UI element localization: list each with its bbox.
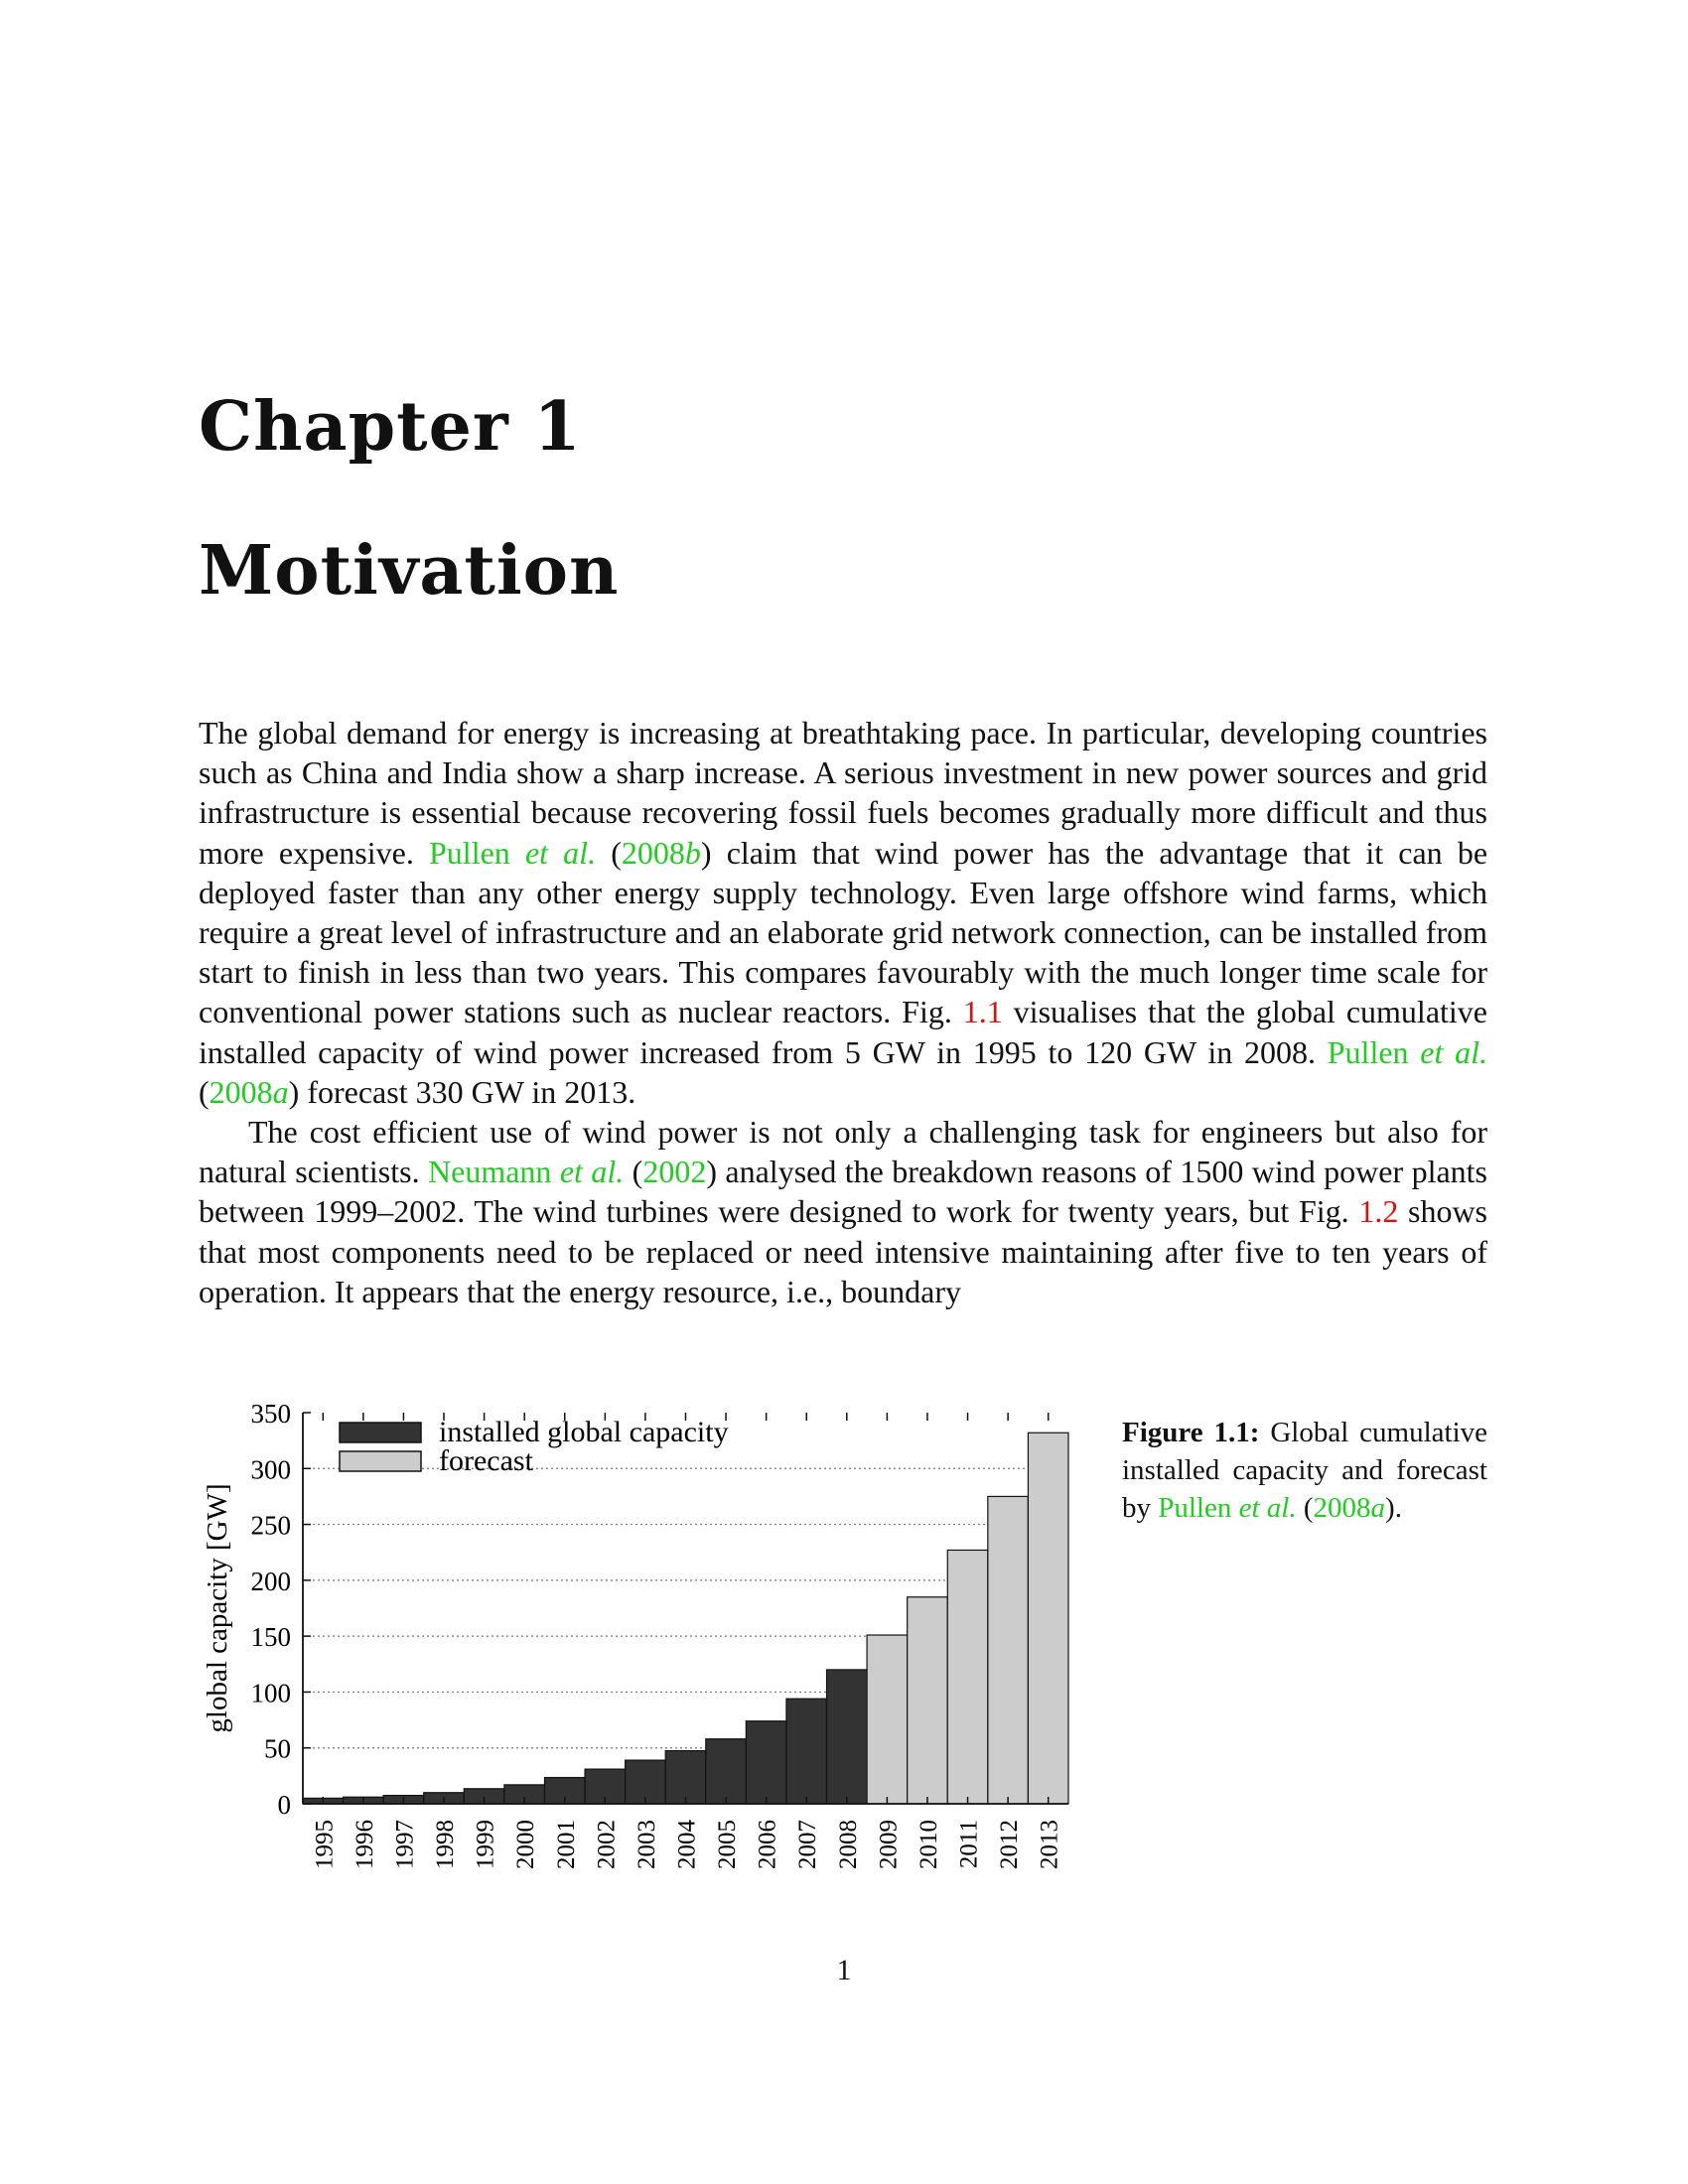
citation-link[interactable]: a — [272, 1073, 289, 1110]
y-tick-label: 100 — [250, 1678, 291, 1708]
text-run: ( — [624, 1154, 643, 1190]
x-tick-label: 2011 — [955, 1820, 983, 1869]
text-run: ) analysed the breakdown reasons of 1500 wind power plants between 1999–2002. The wind turbines were designed to work for twenty years, but Fig. — [199, 1154, 1488, 1230]
citation-link[interactable]: Pullen — [429, 834, 525, 871]
citation-link[interactable]: et al. — [524, 834, 597, 871]
text-run: ( — [596, 834, 622, 871]
x-tick-label: 2008 — [834, 1820, 862, 1869]
figure-ref-link[interactable]: 1.1 — [962, 994, 1003, 1030]
y-tick-label: 0 — [277, 1790, 291, 1820]
installed-bar-2007 — [786, 1699, 827, 1804]
y-tick-label: 350 — [250, 1399, 291, 1429]
forecast-bar-2013 — [1028, 1433, 1068, 1804]
x-tick-label: 2013 — [1036, 1820, 1063, 1869]
forecast-bar-2011 — [947, 1550, 988, 1804]
text-run: visualises that the global cumulative installed capacity of wind power increased from 5 GW in 1995 to 120 GW in 2008. — [199, 994, 1488, 1070]
installed-bar-2004 — [665, 1751, 706, 1804]
text-run: The cost efficient use of wind power is not only a challenging task for engineers but also for natural scientists. — [199, 1114, 1487, 1190]
text-run: ) claim that wind power has the advantage that it can be deployed faster than any other energy supply technology. Even large offshore wind farms, which require a great level of infrastructure and an elaborate grid network connection, can be installed from start to finish in less than two years. This compares favourably with the much longer time scale for conventional power stations such as nuclear reactors. Fig. — [199, 834, 1488, 1030]
caption-cite-suffix[interactable]: a — [1370, 1492, 1386, 1524]
x-tick-label: 2003 — [633, 1820, 660, 1869]
y-tick-label: 250 — [250, 1510, 291, 1541]
x-tick-label: 1996 — [351, 1820, 378, 1869]
text-run: ) forecast 330 GW in 2013. — [288, 1073, 636, 1110]
citation-link[interactable]: 2002 — [642, 1154, 707, 1190]
y-tick-label: 200 — [250, 1566, 291, 1596]
citation-link[interactable]: b — [684, 834, 701, 871]
forecast-bar-2009 — [867, 1635, 908, 1804]
caption-close: ). — [1385, 1492, 1402, 1524]
legend-label-installed: installed global capacity — [439, 1416, 729, 1448]
installed-bar-2005 — [706, 1739, 747, 1804]
y-axis-label: global capacity [GW] — [202, 1483, 233, 1733]
forecast-bar-2010 — [908, 1597, 948, 1804]
x-tick-label: 1997 — [391, 1820, 419, 1869]
x-tick-label: 2002 — [593, 1820, 621, 1869]
x-tick-label: 2009 — [875, 1820, 903, 1869]
x-tick-label: 1998 — [432, 1820, 460, 1869]
citation-link[interactable]: Pullen — [1327, 1033, 1421, 1070]
chapter-title: Motivation — [199, 531, 620, 611]
page-number: 1 — [836, 1954, 852, 1986]
text-run: ( — [199, 1073, 210, 1110]
caption-text: Global cumulative installed capacity and forecast by — [1122, 1417, 1488, 1524]
y-tick-label: 300 — [250, 1454, 291, 1485]
citation-link[interactable]: 2008 — [209, 1073, 273, 1110]
x-tick-label: 2001 — [552, 1820, 580, 1869]
x-tick-label: 2010 — [914, 1820, 942, 1869]
x-tick-label: 1999 — [472, 1820, 499, 1869]
citation-link[interactable]: et al. — [559, 1154, 625, 1190]
caption-label: Figure 1.1: — [1122, 1417, 1260, 1448]
caption-cite-etal[interactable]: et al. — [1238, 1492, 1297, 1524]
citation-link[interactable]: et al. — [1420, 1033, 1488, 1070]
installed-bar-2008 — [827, 1670, 868, 1804]
installed-bar-2006 — [746, 1721, 786, 1804]
x-tick-label: 2012 — [996, 1820, 1024, 1869]
forecast-bar-2012 — [988, 1496, 1029, 1804]
text-run: shows that most components need to be replaced or need intensive maintaining after five to ten years of operation. It appears that the energy resource, i.e., boundary — [199, 1193, 1488, 1309]
x-tick-label: 2005 — [714, 1820, 742, 1869]
y-tick-label: 150 — [250, 1622, 291, 1653]
legend-label-forecast: forecast — [439, 1444, 533, 1477]
caption-cite-year[interactable]: 2008 — [1313, 1492, 1371, 1524]
x-tick-label: 2006 — [754, 1820, 781, 1869]
x-tick-label: 2000 — [512, 1820, 540, 1869]
legend-swatch-forecast — [340, 1451, 421, 1471]
citation-link[interactable]: Neumann — [428, 1154, 560, 1190]
figure-caption — [1122, 1414, 1487, 1527]
x-tick-label: 2007 — [794, 1820, 822, 1869]
citation-link[interactable]: 2008 — [621, 834, 685, 871]
caption-open: ( — [1296, 1492, 1314, 1524]
y-tick-label: 50 — [264, 1733, 291, 1764]
text-run: The global demand for energy is increasing at breathtaking pace. In particular, developing countries such as China and India show a sharp increase. A serious investment in new power sources and grid infrastructure is essential because recovering fossil fuels becomes gradually more difficult and thus more expensive. — [199, 715, 1487, 871]
caption-cite-name[interactable]: Pullen — [1158, 1492, 1239, 1524]
x-tick-label: 2004 — [673, 1820, 701, 1869]
figure-ref-link[interactable]: 1.2 — [1358, 1193, 1399, 1230]
x-tick-label: 1995 — [311, 1820, 339, 1869]
legend-swatch-installed — [340, 1423, 421, 1442]
chapter-label: Chapter 1 — [199, 387, 582, 467]
